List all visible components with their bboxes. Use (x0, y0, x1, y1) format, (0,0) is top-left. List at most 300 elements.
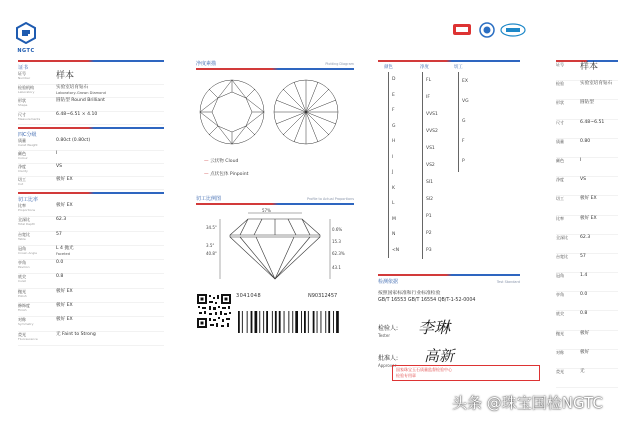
code-area (196, 293, 354, 343)
row-label-en: Symmetry (18, 322, 34, 327)
row-value-wrap (56, 112, 97, 118)
row-value-wrap (580, 177, 586, 183)
row-label-text: 质量 (556, 138, 564, 144)
row-value: L 4 抛光 (56, 245, 74, 251)
info-row (556, 100, 618, 119)
row-label-en: Pavilion (18, 265, 30, 270)
pavilion-view-diagram (274, 80, 338, 144)
row-value: 57 (580, 253, 586, 259)
grade-tick: F (458, 132, 478, 152)
row-label (18, 246, 56, 256)
ngtc-logo (14, 22, 38, 52)
plot-title: 净度素描 (196, 61, 217, 67)
grade-scales (378, 62, 520, 258)
row-label (556, 292, 580, 297)
grade-tick: FL (422, 72, 450, 89)
row-label-text: 质量 (18, 138, 26, 143)
row-value-wrap (580, 158, 581, 164)
row-label-text: 净度 (556, 177, 564, 183)
profile-title: 切工比例图 (196, 196, 222, 202)
row-label (18, 164, 56, 174)
barcode-bar (238, 311, 240, 333)
section-divider (378, 274, 520, 276)
grade-tick: P1 (422, 208, 450, 225)
girdle-label: 0.6% (332, 227, 343, 232)
barcode-bar (279, 311, 281, 333)
approver-signature: 高新 (424, 347, 455, 365)
grade-tick: J (388, 165, 416, 181)
grade-tick: G (388, 119, 416, 135)
barcode-bar (325, 311, 326, 333)
info-row (18, 112, 164, 126)
grade-tick: VVS2 (422, 123, 450, 140)
row-value-wrap (56, 98, 105, 104)
approver-row (378, 349, 520, 379)
row-value-wrap (580, 120, 604, 126)
row-label-text: 证号 (556, 62, 564, 67)
row-label (556, 350, 580, 355)
row-value: 0.80ct (0.80ct) (56, 138, 91, 143)
row-value-wrap (56, 246, 74, 256)
left-column (18, 60, 164, 346)
section-divider (18, 127, 164, 129)
info-row (18, 164, 164, 177)
logo-text: NGTC (17, 48, 35, 54)
info-row (556, 81, 618, 100)
row-value: 无 (580, 369, 585, 374)
info-row (556, 311, 618, 330)
row-label-text: 冠角 (18, 245, 26, 251)
row-value: 0.8 (580, 311, 588, 317)
info-row (18, 71, 164, 85)
barcode-bar (321, 311, 322, 333)
row-value: 6.48~6.51 × 4.10 (56, 111, 98, 117)
grade-tick: VG (458, 92, 478, 112)
barcode-bar (251, 311, 253, 333)
stamp-box (392, 365, 540, 381)
row-value-wrap (580, 235, 590, 241)
row-value: I (56, 151, 58, 156)
row-label-en: Fluorescence (18, 336, 38, 341)
grade-tick: N (388, 227, 416, 243)
info-row (556, 235, 618, 254)
grade-tick: IF (422, 89, 450, 106)
row-value-wrap (580, 369, 585, 375)
row-label (556, 235, 580, 240)
code-right-text: N90312457 (308, 293, 338, 299)
row-value-wrap (580, 350, 589, 356)
barcode-bar (308, 311, 309, 333)
row-value-wrap (56, 71, 74, 81)
row-label-text: 修饰度 (18, 303, 30, 309)
right-column (378, 60, 520, 379)
barcode-bar (259, 311, 260, 333)
row-value-wrap (580, 81, 612, 87)
row-value-wrap (580, 331, 589, 337)
row-value: 无 Faint to Strong (56, 331, 96, 337)
row-label-text: 比率 (556, 215, 564, 221)
tester-label-en: Tester (378, 333, 390, 338)
crown-view-diagram (200, 80, 264, 144)
crown-depth-label: 15.3 (332, 239, 341, 244)
row-value: 0.0 (580, 292, 588, 298)
row-label-en: Laboratory (18, 89, 35, 94)
row-label-text: 检验 (556, 81, 564, 87)
row-label (556, 369, 580, 374)
stamp-text-2: 检验专用章 (396, 373, 416, 378)
row-label (18, 217, 56, 227)
row-value-wrap (580, 100, 594, 106)
row-value: 极好 EX (56, 317, 73, 323)
info-row (18, 289, 164, 303)
barcode-bar (255, 311, 258, 333)
row-label (556, 331, 580, 336)
row-value: 极好 (580, 330, 590, 336)
profile-diagram (196, 207, 354, 287)
grade-tick: L (388, 196, 416, 212)
row-label (556, 254, 580, 259)
standard-text-2: GB/T 16553 GB/T 16554 QB/T-1-52-0004 (378, 298, 476, 303)
row-value: I (580, 157, 582, 163)
row-label-text: 冠角 (556, 273, 564, 279)
row-label (556, 81, 580, 86)
row-value-wrap (56, 138, 90, 144)
info-row (18, 317, 164, 331)
info-row (556, 292, 618, 311)
ngtc-logo-icon (14, 22, 38, 44)
row-label-text: 尺寸 (556, 119, 564, 125)
info-row (556, 158, 618, 177)
info-row (556, 254, 618, 273)
row-value: 极好 (580, 349, 590, 355)
section-divider (18, 192, 164, 194)
depth-percent-label: 62.3% (332, 251, 345, 256)
clarity-grade-scale (422, 72, 450, 259)
watermark-text: 头条 @珠宝国检NGTC (452, 394, 603, 412)
cnas-badge (478, 22, 496, 38)
grade-tick: P3 (422, 242, 450, 259)
row-value-wrap (56, 177, 73, 183)
row-label-text: 净度 (18, 164, 26, 169)
row-value-wrap (56, 260, 63, 266)
row-value: 实验室培育钻石 (580, 81, 613, 87)
row-label (18, 177, 56, 187)
section-divider (196, 68, 354, 70)
info-row (18, 217, 164, 231)
barcode-bar (336, 311, 339, 333)
info-row (18, 177, 164, 190)
crown-height-label: 3.5° (206, 243, 215, 248)
cma-badge (452, 22, 472, 38)
row-label (18, 98, 56, 108)
row-value-wrap (56, 217, 66, 223)
row-value-wrap (56, 289, 73, 295)
row-label (18, 138, 56, 148)
row-label-en: Total Depth (18, 222, 36, 227)
row-label-text: 全深比 (18, 217, 30, 223)
info-row (556, 369, 618, 388)
row-value: 实验室培育钻石 (56, 84, 89, 90)
section-title-4c: 四C分级 (18, 132, 37, 138)
barcode-bar (292, 311, 293, 333)
row-label (556, 120, 580, 125)
barcode-bar (247, 311, 248, 333)
row-value: 极好 EX (56, 177, 73, 182)
info-row (556, 120, 618, 139)
section-title-certificate: 证书 (18, 65, 29, 71)
grade-tick: G (458, 112, 478, 132)
row-label-text: 台宽比 (556, 253, 568, 259)
row-value: 极好 EX (580, 215, 597, 221)
summary-rows (556, 62, 618, 388)
barcode-bar (266, 311, 268, 333)
row-label (18, 274, 56, 284)
row-label-en: Clarity (18, 169, 28, 173)
row-value-wrap (56, 303, 73, 309)
row-label-text: 荧光 (18, 331, 26, 337)
section-title-proportions: 切工比率 (18, 197, 39, 203)
row-value-wrap (56, 151, 57, 157)
row-label-en: Culet (18, 279, 26, 284)
row-label (18, 260, 56, 270)
row-label (18, 203, 56, 213)
row-value: 62.3 (580, 234, 591, 240)
barcode-bar (288, 311, 289, 333)
barcode-bar (272, 311, 273, 333)
legend-text: 点状包体 Pinpoint (210, 172, 249, 177)
barcode-bar (328, 311, 330, 333)
info-row (556, 216, 618, 235)
row-label-en: Measurements (18, 116, 41, 121)
row-value-wrap (56, 274, 63, 280)
row-label-en: Shape (18, 103, 28, 107)
row-label (18, 232, 56, 242)
row-label (18, 151, 56, 161)
row-label-text: 全深比 (556, 234, 568, 240)
row-label-en: Proportions (18, 208, 36, 212)
barcode (238, 311, 352, 333)
row-label-text: 对称 (556, 349, 564, 355)
legend-item (196, 171, 354, 184)
row-label (556, 62, 580, 67)
barcode-bar (263, 311, 264, 333)
row-label (18, 71, 56, 81)
row-value-wrap (56, 317, 73, 323)
row-value-wrap (580, 62, 598, 72)
approver-label: 批准人: (378, 355, 399, 362)
grade-tick: P2 (422, 225, 450, 242)
row-label (556, 177, 580, 182)
row-label-en: Cut (18, 182, 24, 186)
row-label (18, 303, 56, 313)
info-row (18, 274, 164, 288)
info-row (18, 138, 164, 151)
row-value-wrap (580, 273, 587, 279)
row-label (556, 273, 580, 278)
row-label-en: Polish (18, 293, 27, 298)
plot-title-en: Plotting Diagram (325, 62, 354, 66)
grade-tick: I (388, 150, 416, 166)
row-label-text: 亭角 (556, 292, 564, 298)
grade-tick: D (388, 72, 416, 88)
info-row (18, 85, 164, 99)
row-label-text: 底尖 (556, 311, 564, 317)
tester-signature: 李琳 (418, 318, 451, 337)
info-row (18, 332, 164, 346)
row-label-text: 切工 (556, 196, 564, 202)
info-row (556, 177, 618, 196)
row-label-text: 颜色 (18, 151, 26, 156)
legend-text: 云状物 Cloud (210, 159, 239, 164)
row-label (556, 196, 580, 201)
info-row (18, 203, 164, 217)
pavilion-angle-label: 40.8° (206, 251, 217, 256)
row-label (18, 332, 56, 342)
row-value-wrap (56, 203, 73, 209)
grade-tick: P (458, 152, 478, 172)
info-row (18, 246, 164, 260)
row-value: 0.0 (56, 260, 64, 266)
row-value-sub: Laboratory-Grown Diamond (56, 90, 106, 95)
scale-header-color: 颜色 (384, 65, 393, 70)
row-value: 57 (56, 231, 62, 237)
row-label (18, 317, 56, 327)
approver-label-en: Approver (378, 363, 397, 368)
row-value: 0.8 (56, 274, 64, 280)
row-label (18, 112, 56, 122)
info-row (556, 139, 618, 158)
row-value: 62.3 (56, 217, 67, 223)
row-value: 样本 (56, 71, 75, 81)
standard-title-en: Test Standard (496, 280, 520, 284)
row-label (556, 139, 580, 144)
row-label-text: 颜色 (556, 157, 564, 163)
legend-symbol: — (204, 172, 209, 177)
proportion-rows (18, 203, 164, 346)
row-label-en: Finish (18, 308, 27, 313)
barcode-bar (275, 311, 277, 333)
row-value: 圆钻型 (580, 100, 594, 106)
info-row (18, 151, 164, 164)
row-value: 极好 EX (56, 288, 73, 294)
info-row (18, 98, 164, 112)
row-label-text: 亭角 (18, 260, 26, 266)
grade-tick: E (388, 88, 416, 104)
row-value-wrap (580, 216, 597, 222)
grade-tick: VS2 (422, 157, 450, 174)
grade-tick: <N (388, 243, 416, 259)
color-grade-scale (388, 72, 416, 258)
grade-tick: F (388, 103, 416, 119)
table-percent-label: 57% (262, 208, 271, 213)
cut-grade-scale (458, 72, 478, 172)
row-value-wrap (580, 196, 597, 202)
crown-angle-label: 34.5° (206, 225, 217, 230)
row-label (18, 85, 56, 95)
row-label-text: 底尖 (18, 274, 26, 280)
info-row (18, 303, 164, 317)
tester-row (378, 317, 520, 345)
info-row (18, 232, 164, 246)
row-value-sub: Faceted (56, 251, 71, 256)
row-label (18, 289, 56, 299)
code-left-text: 3041048 (236, 293, 262, 299)
row-value: 6.48~6.51 (580, 119, 605, 125)
row-label-text: 形状 (556, 100, 564, 106)
row-value: VS (56, 164, 63, 169)
grading-rows (18, 138, 164, 190)
grade-tick: VVS1 (422, 106, 450, 123)
row-label-en: Crown Angle (18, 250, 37, 255)
profile-title-en: Profile to Actual Proportions (306, 197, 354, 201)
row-label-en: Number (18, 76, 31, 80)
tester-label: 检验人: (378, 325, 399, 332)
row-value: VS (580, 177, 587, 183)
info-row (556, 196, 618, 215)
row-label-text: 抛光 (556, 330, 564, 336)
info-row (556, 331, 618, 350)
scale-header-clarity: 净度 (420, 65, 429, 70)
row-value-wrap (580, 254, 586, 260)
middle-column (196, 60, 354, 343)
row-value: 极好 EX (580, 196, 597, 202)
plot-legend (196, 158, 354, 184)
barcode-bar (317, 311, 318, 333)
row-value: 极好 EX (56, 303, 73, 309)
stamp-text-1: 国家珠宝玉石质量监督检验中心 (396, 367, 452, 372)
row-label (556, 311, 580, 316)
row-value-wrap (56, 85, 106, 95)
row-value-wrap (580, 292, 587, 298)
row-label-en: Table (18, 236, 26, 241)
row-label (556, 100, 580, 105)
barcode-bar (304, 311, 306, 333)
row-label-text: 抛光 (18, 288, 26, 294)
grade-tick: VS1 (422, 140, 450, 157)
row-value: 1.4 (580, 273, 588, 279)
row-value-wrap (56, 232, 62, 238)
scale-header-cut: 切工 (454, 65, 463, 70)
info-row (18, 260, 164, 274)
pavilion-depth-label: 43.1 (332, 265, 341, 270)
row-label-text: 对称 (18, 317, 26, 323)
barcode-bar (284, 311, 285, 333)
row-label (556, 216, 580, 221)
row-label-text: 切工 (18, 177, 26, 182)
row-label-text: 台宽比 (18, 231, 30, 237)
certificate-rows (18, 71, 164, 125)
row-label-text: 检验机构 (18, 84, 34, 90)
row-value-wrap (580, 311, 587, 317)
info-row (556, 62, 618, 81)
row-label-text: 尺寸 (18, 111, 26, 117)
grade-tick: EX (458, 72, 478, 92)
barcode-bar (313, 311, 315, 333)
section-divider (196, 203, 354, 205)
plotting-diagram (196, 74, 354, 152)
row-label-text: 证号 (18, 71, 26, 76)
legend-item (196, 158, 354, 171)
far-right-column (556, 60, 618, 388)
row-value: 极好 EX (56, 203, 73, 208)
ilac-badge (500, 22, 526, 38)
row-label-text: 荧光 (556, 369, 564, 374)
barcode-bar (295, 311, 298, 333)
grade-tick: K (388, 181, 416, 197)
standard-title: 检测依据 (378, 279, 399, 285)
barcode-bar (242, 311, 243, 333)
info-row (556, 273, 618, 292)
